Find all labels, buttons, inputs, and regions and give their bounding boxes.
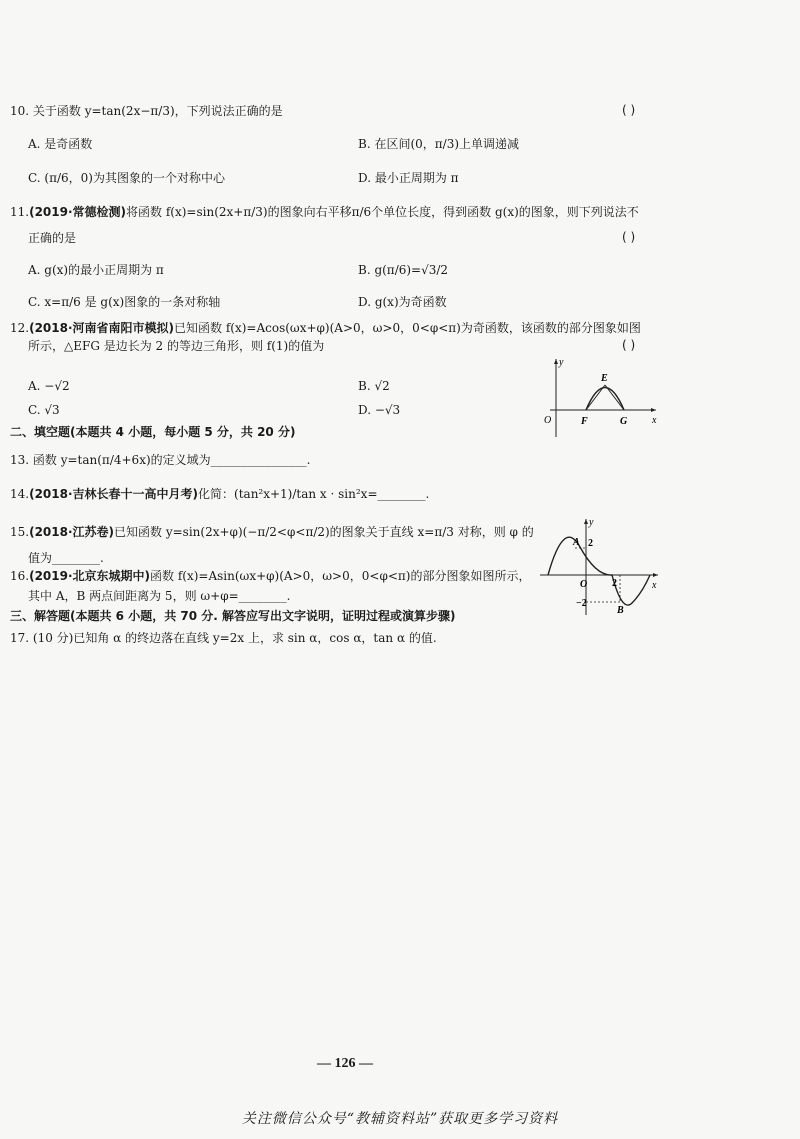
q12-triangle-side-eg [605, 385, 624, 410]
q12-point-g-label: G [620, 416, 628, 427]
q16-stem2: 其中 A，B 两点间距离为 5，则 ω+φ=________. [28, 589, 291, 603]
q11-option-c: C. x=π/6 是 g(x)图象的一条对称轴 [28, 295, 221, 309]
q10-stem: 10. 关于函数 y=tan(2x−π/3)，下列说法正确的是 [10, 104, 283, 118]
q12-option-d: D. −√3 [358, 403, 401, 417]
q12-source: (2018·河南省南阳市模拟) [29, 321, 175, 335]
q11-stem2: 正确的是 [28, 231, 77, 245]
q12-answer-paren: ( ) [622, 338, 636, 352]
q15-stem2: 值为________. [28, 551, 104, 565]
q11-line1 [10, 204, 639, 220]
section-3-heading: 三、解答题(本题共 6 小题，共 70 分. 解答应写出文字说明，证明过程或演算步骤) [10, 609, 456, 623]
q17-text: 17. (10 分)已知角 α 的终边落在直线 y=2x 上，求 sin α，cos α，tan α 的值. [10, 631, 437, 645]
q11-stem1: 将函数 f(x)=sin(2x+π/3)的图象向右平移π/6个单位长度，得到函数 g(x)的图象，则下列说法不 [126, 205, 639, 219]
q14-number: 14. [10, 487, 30, 501]
q11-source: (2019·常德检测) [29, 205, 127, 219]
q16-stem1: 函数 f(x)=Asin(ωx+φ)(A>0，ω>0，0<φ<π)的部分图象如图所示， [150, 569, 531, 583]
q16-y-tick-neg2: −2 [576, 598, 587, 609]
q16-line1 [10, 568, 530, 584]
q11-answer-paren: ( ) [622, 230, 636, 244]
q10-option-c: C. (π/6，0)为其图象的一个对称中心 [28, 171, 225, 185]
q13-text: 13. 函数 y=tan(π/4+6x)的定义域为________________. [10, 453, 311, 467]
q16-graph-figure [540, 515, 665, 617]
q12-stem1: 已知函数 f(x)=Acos(ωx+φ)(A>0，ω>0，0<φ<π)为奇函数，该函数的部分图象如图 [174, 321, 641, 335]
q12-option-b: B. √2 [358, 379, 390, 393]
q14-line [10, 486, 429, 502]
q12-point-f-label: F [581, 416, 588, 427]
q10-option-d: D. 最小正周期为 π [358, 171, 459, 185]
q12-option-c: C. √3 [28, 403, 60, 417]
q12-origin-label: O [544, 415, 552, 426]
q15-stem1: 已知函数 y=sin(2x+φ)(−π/2<φ<π/2)的图象关于直线 x=π/3 对称，则 φ 的 [114, 525, 534, 539]
q16-number: 16. [10, 569, 30, 583]
q16-y-label: y [589, 517, 594, 528]
q10-answer-paren: ( ) [622, 103, 636, 117]
q12-line1 [10, 320, 641, 336]
q15-line1 [10, 524, 534, 540]
q12-y-label: y [559, 357, 564, 368]
q16-curve [548, 537, 650, 605]
q12-number: 12. [10, 321, 30, 335]
q16-y-tick-2: 2 [588, 538, 593, 549]
q16-x-label: x [652, 580, 657, 591]
q11-option-b: B. g(π/6)=√3/2 [358, 263, 449, 277]
q12-stem2: 所示，△EFG 是边长为 2 的等边三角形，则 f(1)的值为 [28, 339, 325, 353]
section-2-heading: 二、填空题(本题共 4 小题，每小题 5 分，共 20 分) [10, 425, 296, 439]
q10-option-b: B. 在区间(0，π/3)上单调递减 [358, 137, 520, 151]
q16-source: (2019·北京东城期中) [29, 569, 151, 583]
q12-point-e-label: E [601, 373, 608, 384]
q12-option-a: A. −√2 [28, 379, 70, 393]
q12-curve [586, 388, 624, 411]
q14-text: 化简：(tan²x+1)/tan x · sin²x=________. [198, 487, 430, 501]
q16-point-b-label: B [617, 605, 624, 616]
q16-x-tick-2: 2 [612, 578, 617, 589]
q16-origin-label: O [580, 579, 588, 590]
q11-number: 11. [10, 205, 30, 219]
q15-source: (2018·江苏卷) [29, 525, 115, 539]
q12-graph-figure [530, 355, 670, 440]
footer-promo-text: 关注微信公众号“教辅资料站”获取更多学习资料 [241, 1111, 559, 1127]
q12-x-label: x [652, 415, 657, 426]
q11-option-d: D. g(x)为奇函数 [358, 295, 447, 309]
q14-source: (2018·吉林长春十一高中月考) [29, 487, 199, 501]
q11-option-a: A. g(x)的最小正周期为 π [28, 263, 164, 277]
q16-point-a-label: A [573, 537, 580, 548]
page-number: — 126 — [317, 1056, 373, 1071]
q10-option-a: A. 是奇函数 [28, 137, 93, 151]
q15-number: 15. [10, 525, 30, 539]
q12-triangle-side-ef [586, 385, 605, 410]
